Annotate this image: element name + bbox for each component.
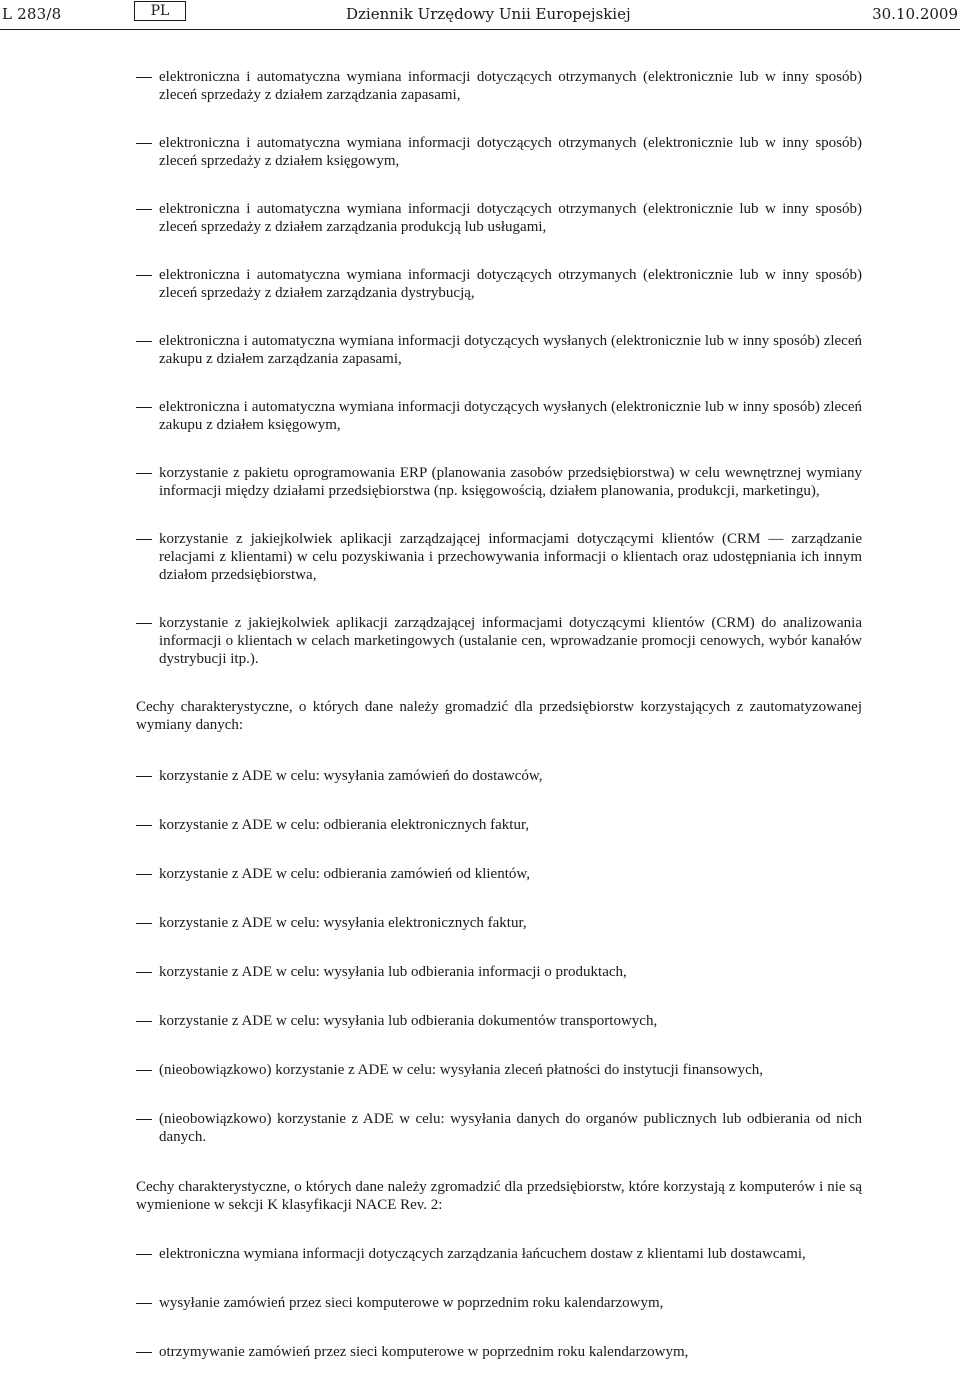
list-item-text: wysyłanie zamówień przez sieci komputerowe w poprzednim roku kalendarzowym, bbox=[159, 1295, 664, 1311]
dash-bullet bbox=[136, 972, 152, 973]
list-item-text: korzystanie z ADE w celu: wysyłania lub odbierania dokumentów transportowych, bbox=[159, 1013, 658, 1029]
list-item-text: korzystanie z ADE w celu: wysyłania elektronicznych faktur, bbox=[159, 915, 527, 931]
dash-list-ade bbox=[136, 767, 862, 1146]
dash-bullet bbox=[136, 776, 152, 777]
paragraph-computers-intro: Cechy charakterystyczne, o których dane należy zgromadzić dla przedsiębiorstw, które korzystają z komputerów i nie są wymienione w sekcji K klasyfikacji NACE Rev. 2: bbox=[136, 1179, 862, 1213]
list-item bbox=[136, 767, 862, 785]
dash-bullet bbox=[136, 825, 152, 826]
dash-bullet bbox=[136, 874, 152, 875]
list-item bbox=[136, 614, 862, 668]
list-item bbox=[136, 1245, 862, 1263]
list-item-text: korzystanie z jakiejkolwiek aplikacji zarządzającej informacjami dotyczącymi klientów (CRM) do analizowania informacji o klientach w celach marketingowych (ustalanie cen, wprowadzanie promocji cenowych, wybór kanałów dystrybucji itp.). bbox=[159, 615, 862, 667]
dash-bullet bbox=[136, 1254, 152, 1255]
dash-bullet bbox=[136, 1070, 152, 1071]
list-item bbox=[136, 1294, 862, 1312]
list-item bbox=[136, 963, 862, 981]
dash-bullet bbox=[136, 1303, 152, 1304]
list-item bbox=[136, 530, 862, 584]
dash-bullet bbox=[136, 341, 152, 342]
list-item-text: korzystanie z jakiejkolwiek aplikacji zarządzającej informacjami dotyczącymi klientów (CRM — zarządzanie relacjami z klientami) w celu pozyskiwania i przechowywania informacji o klientach oraz udostępniania ich innym działom przedsiębiorstwa, bbox=[159, 531, 862, 583]
list-item bbox=[136, 68, 862, 104]
list-item-text: elektroniczna i automatyczna wymiana informacji dotyczących otrzymanych (elektronicznie lub w inny sposób) zleceń sprzedaży z działem księgowym, bbox=[159, 135, 862, 169]
list-item bbox=[136, 1110, 862, 1146]
list-item-text: elektroniczna wymiana informacji dotyczących zarządzania łańcuchem dostaw z klientami lub dostawcami, bbox=[159, 1246, 806, 1262]
publication-date: 30.10.2009 bbox=[872, 5, 958, 23]
header-divider bbox=[0, 29, 960, 30]
page-reference: L 283/8 bbox=[2, 5, 62, 23]
document-body bbox=[136, 68, 862, 1361]
list-item bbox=[136, 914, 862, 932]
list-item bbox=[136, 865, 862, 883]
list-item-text: korzystanie z ADE w celu: wysyłania zamówień do dostawców, bbox=[159, 768, 543, 784]
list-item bbox=[136, 816, 862, 834]
list-item-text: korzystanie z ADE w celu: odbierania elektronicznych faktur, bbox=[159, 817, 530, 833]
page-header bbox=[0, 0, 960, 30]
list-item-text: (nieobowiązkowo) korzystanie z ADE w celu: wysyłania zleceń płatności do instytucji finansowych, bbox=[159, 1062, 763, 1078]
list-item-text: (nieobowiązkowo) korzystanie z ADE w celu: wysyłania danych do organów publicznych lub odbierania od nich danych. bbox=[159, 1111, 862, 1145]
list-item bbox=[136, 1061, 862, 1079]
list-item bbox=[136, 1343, 862, 1361]
list-item-text: elektroniczna i automatyczna wymiana informacji dotyczących wysłanych (elektronicznie lub w inny sposób) zleceń zakupu z działem księgowym, bbox=[159, 399, 862, 433]
list-item bbox=[136, 464, 862, 500]
list-item-text: otrzymywanie zamówień przez sieci komputerowe w poprzednim roku kalendarzowym, bbox=[159, 1344, 689, 1360]
list-item bbox=[136, 266, 862, 302]
dash-bullet bbox=[136, 623, 152, 624]
dash-bullet bbox=[136, 1119, 152, 1120]
language-badge: PL bbox=[134, 1, 186, 21]
journal-title: Dziennik Urzędowy Unii Europejskiej bbox=[346, 5, 631, 23]
list-item-text: elektroniczna i automatyczna wymiana informacji dotyczących otrzymanych (elektronicznie lub w inny sposób) zleceń sprzedaży z działem zarządzania zapasami, bbox=[159, 69, 862, 103]
dash-bullet bbox=[136, 473, 152, 474]
dash-bullet bbox=[136, 143, 152, 144]
dash-bullet bbox=[136, 407, 152, 408]
list-item-text: korzystanie z ADE w celu: odbierania zamówień od klientów, bbox=[159, 866, 530, 882]
list-item-text: korzystanie z pakietu oprogramowania ERP (planowania zasobów przedsiębiorstwa) w celu wewnętrznej wymiany informacji między działami przedsiębiorstwa (np. księgowością, działem planowania, produkcji, marketingu), bbox=[159, 465, 862, 499]
paragraph-ade-intro: Cechy charakterystyczne, o których dane należy gromadzić dla przedsiębiorstw korzystających z zautomatyzowanej wymiany danych: bbox=[136, 699, 862, 733]
dash-bullet bbox=[136, 1021, 152, 1022]
list-item bbox=[136, 398, 862, 434]
dash-bullet bbox=[136, 1352, 152, 1353]
list-item-text: korzystanie z ADE w celu: wysyłania lub odbierania informacji o produktach, bbox=[159, 964, 627, 980]
dash-bullet bbox=[136, 275, 152, 276]
dash-bullet bbox=[136, 209, 152, 210]
list-item bbox=[136, 134, 862, 170]
dash-list-supply-chain bbox=[136, 1245, 862, 1361]
list-item bbox=[136, 200, 862, 236]
list-item-text: elektroniczna i automatyczna wymiana informacji dotyczących otrzymanych (elektronicznie lub w inny sposób) zleceń sprzedaży z działem zarządzania dystrybucją, bbox=[159, 267, 862, 301]
dash-bullet bbox=[136, 923, 152, 924]
list-item-text: elektroniczna i automatyczna wymiana informacji dotyczących otrzymanych (elektronicznie lub w inny sposób) zleceń sprzedaży z działem zarządzania produkcją lub usługami, bbox=[159, 201, 862, 235]
list-item bbox=[136, 332, 862, 368]
dash-list-integration bbox=[136, 68, 862, 668]
list-item bbox=[136, 1012, 862, 1030]
list-item-text: elektroniczna i automatyczna wymiana informacji dotyczących wysłanych (elektronicznie lub w inny sposób) zleceń zakupu z działem zarządzania zapasami, bbox=[159, 333, 862, 367]
dash-bullet bbox=[136, 77, 152, 78]
dash-bullet bbox=[136, 539, 152, 540]
